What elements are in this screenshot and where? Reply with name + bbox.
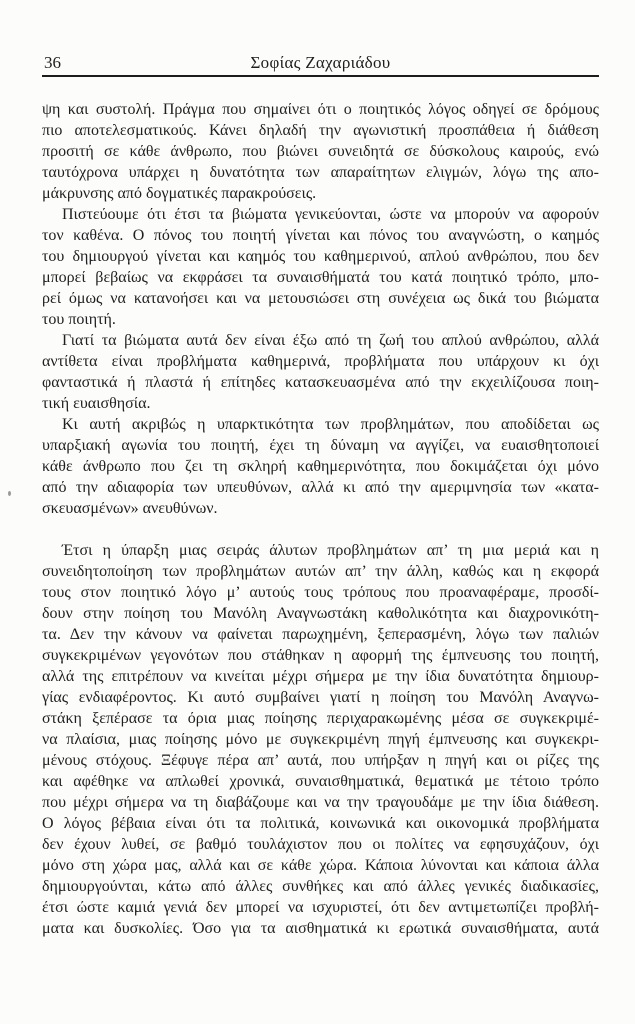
text-line: ψη και συστολή. Πράγμα που σημαίνει ότι ο ποιητικός λόγος οδηγεί σε δρόμους xyxy=(42,101,599,118)
text-line: του δημιουργού γίνεται και καημός του καθημερινού, απλού ανθρώπου, που δεν xyxy=(42,248,599,265)
text-line: αντίθετα είναι προβλήματα καθημερινά, προβλήματα που υπάρχουν κι όχι xyxy=(42,353,599,370)
scan-speck xyxy=(8,491,11,496)
paragraph xyxy=(42,204,599,330)
text-line: τον καθένα. Ο πόνος του ποιητή γίνεται και πόνος του αναγνώστη, ο καημός xyxy=(42,227,599,244)
text-line: ρεί όμως να κατανοήσει και να μετουσιώσει στη συνέχεια ως δικά του βιώματα xyxy=(42,290,599,307)
paragraph xyxy=(42,540,599,939)
text-line: φανταστικά ή πλαστά ή επίτηδες κατασκευασμένα από την εκχειλίζουσα ποιη- xyxy=(42,374,599,391)
paragraph xyxy=(42,414,599,519)
text-line: ταυτόχρονα υπάρχει η δυνατότητα των απαραίτητων ελιγμών, λόγω της απο- xyxy=(42,164,599,181)
text-line: μάκρυνσης από δογματικές παρακρούσεις. xyxy=(42,185,317,202)
text-line: έτσι ώστε καμιά γενιά δεν μπορεί να ισχυριστεί, ότι δεν αντιμετωπίζει προβλή- xyxy=(42,899,599,916)
text-line: δημιουργούνται, κάτω από άλλες συνθήκες και από άλλες γενικές διαδικασίες, xyxy=(42,878,599,895)
page-number: 36 xyxy=(44,53,61,72)
text-line: να πλαίσια, μιας ποίησης μόνο με συγκεκριμένη πηγή έμπνευσης και συγκεκρι- xyxy=(42,731,599,748)
text-line: προσιτή σε κάθε άνθρωπο, που βιώνει συνειδητά σε δύσκολους καιρούς, ενώ xyxy=(42,143,599,160)
text-line: που μέχρι σήμερα να τη διαβάζουμε και να την τραγουδάμε με την ίδια διάθεση. xyxy=(42,794,599,811)
text-line: τική ευαισθησία. xyxy=(42,395,151,412)
text-line: Ο λόγος βέβαια είναι ότι τα πολιτικά, κοινωνικά και οικονομικά προβλήματα xyxy=(42,815,599,832)
text-line: κάθε άνθρωπο που ζει τη σκληρή καθημερινότητα, που δοκιμάζεται όχι μόνο xyxy=(42,458,599,475)
text-line: σκευασμένων» ανευθύνων. xyxy=(42,500,218,517)
text-line: δουν στην ποίηση του Μανόλη Αναγνωστάκη καθολικότητα και διαχρονικότη- xyxy=(42,605,599,622)
page-header xyxy=(42,54,599,77)
text-line: Κι αυτή ακριβώς η υπαρκτικότητα των προβλημάτων, που αποδίδεται ως xyxy=(62,416,599,433)
text-line: από την αδιαφορία των υπευθύνων, αλλά κι από την αμεριμνησία των «κατα- xyxy=(42,479,599,496)
text-line: μένους στόχους. Ξέφυγε πέρα απ’ αυτά, που υπήρξαν η πηγή και οι ρίζες της xyxy=(42,752,599,769)
text-line: στάκη ξεπέρασε τα όρια μιας ποίησης περιχαρακωμένης μέσα σε συγκεκριμέ- xyxy=(42,710,599,727)
paragraph xyxy=(42,330,599,414)
text-line: Γιατί τα βιώματα αυτά δεν είναι έξω από τη ζωή του απλού ανθρώπου, αλλά xyxy=(62,332,599,349)
text-line: πιο αποτελεσματικούς. Κάνει δηλαδή την αγωνιστική προσπάθεια ή διάθεση xyxy=(42,122,599,139)
text-line: συνειδητοποίηση των προβλημάτων αυτών απ’ την άλλη, καθώς και η εκφορά xyxy=(42,563,599,580)
text-line: αλλά της επιτρέπουν να κινείται μέχρι σήμερα με την ίδια δυνατότητα δημιουρ- xyxy=(42,668,599,685)
text-line: υπαρξιακή αγωνία του ποιητή, έχει τη δύναμη να αγγίζει, να ευαισθητοποιεί xyxy=(42,437,599,454)
text-line: τους στον ποιητικό λόγο μ’ αυτούς τους τρόπους που προαναφέραμε, προσδί- xyxy=(42,584,599,601)
text-line: και αφέθηκε να απλωθεί χρονικά, συναισθηματικά, θεματικά με τέτοιο τρόπο xyxy=(42,773,599,790)
text-line: του ποιητή. xyxy=(42,311,116,328)
paragraph xyxy=(42,99,599,204)
text-line: συγκεκριμένων γεγονότων που στάθηκαν η αφορμή της έμπνευσης του ποιητή, xyxy=(42,647,599,664)
running-title: Σοφίας Ζαχαριάδου xyxy=(250,53,391,72)
text-line: δεν έχουν λυθεί, σε βαθμό τουλάχιστον που οι πολίτες να εφησυχάζουν, όχι xyxy=(42,836,599,853)
text-line: ματα και δυσκολίες. Όσο για τα αισθηματικά κι ερωτικά συναισθήματα, αυτά xyxy=(42,920,599,937)
text-line: Πιστεύουμε ότι έτσι τα βιώματα γενικεύονται, ώστε να μπορούν να αφορούν xyxy=(62,206,599,223)
text-line: Έτσι η ύπαρξη μιας σειράς άλυτων προβλημάτων απ’ τη μια μεριά και η xyxy=(62,542,599,559)
text-line: τα. Δεν την κάνουν να φαίνεται παρωχημένη, ξεπερασμένη, λόγω των παλιών xyxy=(42,626,599,643)
text-line: μόνο στη χώρα μας, αλλά και σε κάθε χώρα. Κάποια λύνονται και κάποια άλλα xyxy=(42,857,599,874)
text-body xyxy=(42,99,599,939)
text-line: γίας ενδιαφέροντος. Κι αυτό συμβαίνει γιατί η ποίηση του Μανόλη Αναγνω- xyxy=(42,689,599,706)
text-line: μπορεί βεβαίως να εκφράσει τα συναισθήματά του κατά ποιητικό τρόπο, μπο- xyxy=(42,269,599,286)
